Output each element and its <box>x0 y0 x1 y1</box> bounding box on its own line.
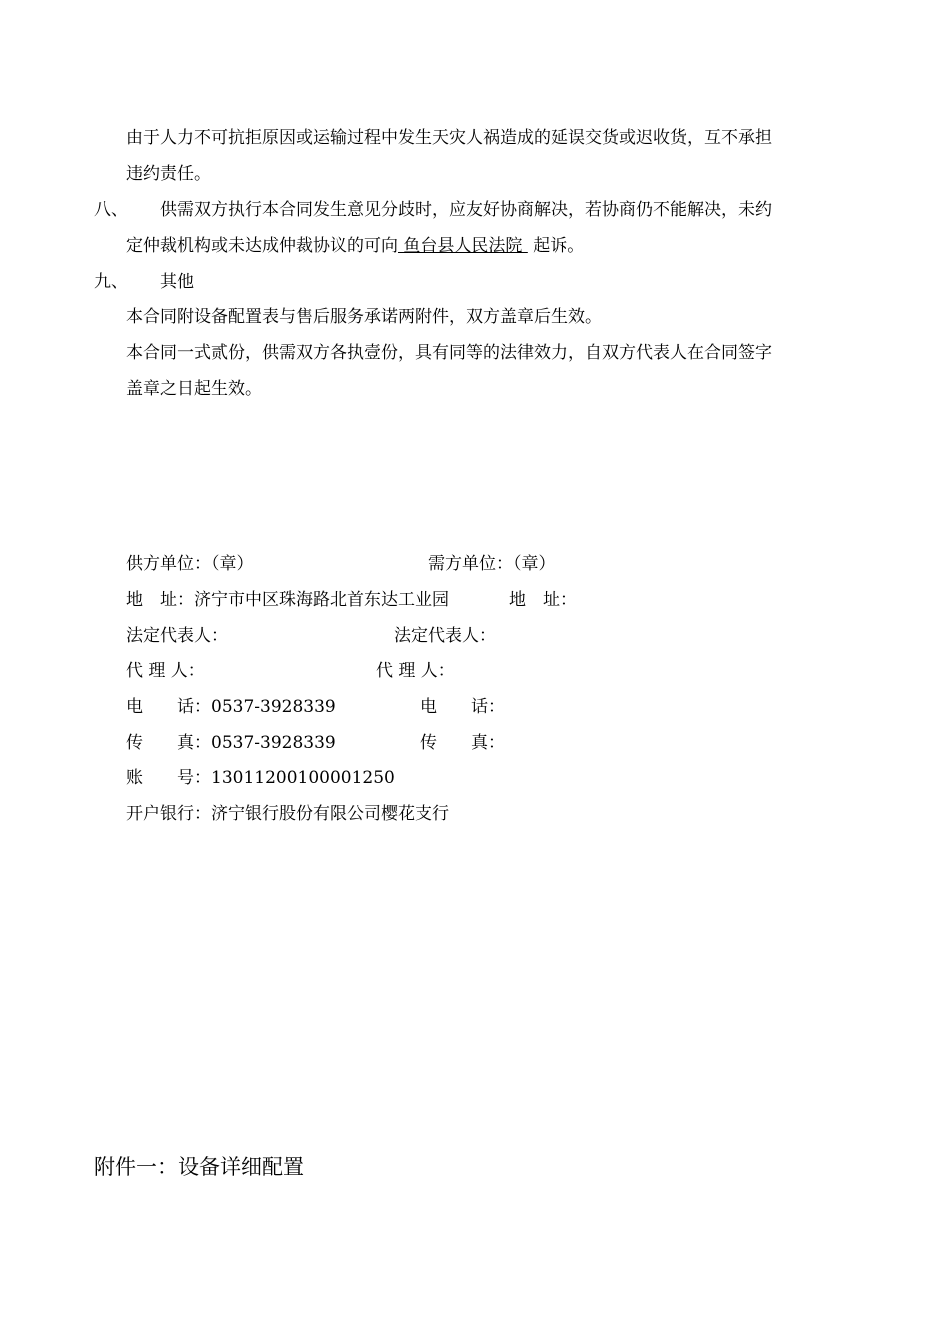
item-9-line-2: 本合同一式贰份，供需双方各执壹份，具有同等的法律效力，自双方代表人在合同签字 <box>126 343 772 363</box>
item-8-line-2-post: 起诉。 <box>533 236 585 256</box>
supplier-phone: 电 话：0537-3928339 <box>126 697 336 717</box>
supplier-address: 地 址：济宁市中区珠海路北首东达工业园 <box>126 590 449 610</box>
supplier-agent: 代 理 人： <box>126 661 205 681</box>
court-name: 鱼台县人民法院 <box>398 236 528 256</box>
buyer-legal-rep: 法定代表人： <box>394 626 496 646</box>
force-majeure-line-2: 违约责任。 <box>126 164 211 184</box>
supplier-unit: 供方单位：（章） <box>126 554 254 574</box>
supplier-bank: 开户银行：济宁银行股份有限公司樱花支行 <box>126 804 449 824</box>
supplier-legal-rep: 法定代表人： <box>126 626 228 646</box>
item-9-title: 其他 <box>160 272 194 292</box>
item-8-line-1: 供需双方执行本合同发生意见分歧时，应友好协商解决，若协商仍不能解决，未约 <box>160 200 772 220</box>
buyer-unit: 需方单位：（章） <box>428 554 556 574</box>
annex-title: 附件一：设备详细配置 <box>94 1155 304 1179</box>
buyer-fax: 传 真： <box>420 733 505 753</box>
buyer-agent: 代 理 人： <box>376 661 455 681</box>
item-8-line-2-pre: 定仲裁机构或未达成仲裁协议的可向 <box>126 236 398 256</box>
item-9-number: 九、 <box>94 272 128 292</box>
force-majeure-line-1: 由于人力不可抗拒原因或运输过程中发生天灾人祸造成的延误交货或迟收货，互不承担 <box>126 128 772 148</box>
item-9-line-3: 盖章之日起生效。 <box>126 379 262 399</box>
item-9-line-1: 本合同附设备配置表与售后服务承诺两附件，双方盖章后生效。 <box>126 307 602 327</box>
item-8-line-2 <box>126 235 584 257</box>
buyer-phone: 电 话： <box>420 697 505 717</box>
supplier-account: 账 号：13011200100001250 <box>126 768 395 788</box>
buyer-address: 地 址： <box>509 590 577 610</box>
item-8-number: 八、 <box>94 200 128 220</box>
supplier-fax: 传 真：0537-3928339 <box>126 733 336 753</box>
